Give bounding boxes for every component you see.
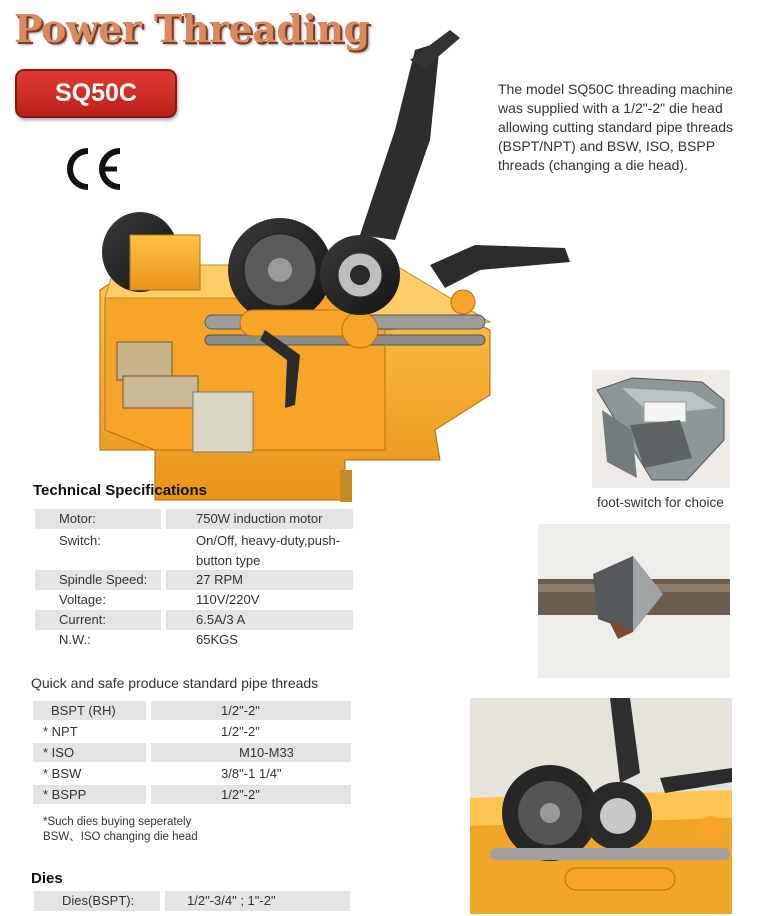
dies-value: 1/2"-3/4" ; 1"-2" xyxy=(165,891,350,911)
thread-row xyxy=(33,764,351,783)
spec-value: 27 RPM xyxy=(166,570,353,590)
threads-heading: Quick and safe produce standard pipe threads xyxy=(31,675,319,691)
thread-row xyxy=(33,743,351,762)
thread-label: * BSPP xyxy=(33,785,146,804)
spec-value: 750W induction motor xyxy=(166,509,353,529)
spec-row xyxy=(35,630,353,650)
page-title: Power Threading xyxy=(14,6,370,51)
spec-row xyxy=(35,509,353,529)
thread-row xyxy=(33,722,351,741)
spec-label: Voltage: xyxy=(59,592,106,607)
dies-heading: Dies xyxy=(31,870,63,887)
thread-value: 1/2"-2" xyxy=(221,724,260,739)
foot-switch-caption: foot-switch for choice xyxy=(597,495,724,510)
threading-machine-illustration xyxy=(95,30,585,515)
thread-row xyxy=(33,701,351,720)
intro-description: The model SQ50C threading machine was supplied with a 1/2"-2" die head allowing cutting standard pipe threads (BSPT/NPT) and BSW, ISO, BSPP threads (changing a die head). xyxy=(498,81,734,173)
spec-label: Current: xyxy=(35,610,161,630)
machine-closeup-photo xyxy=(470,698,732,914)
spec-row xyxy=(35,610,353,630)
thread-label: * BSW xyxy=(43,766,82,781)
thread-label: BSPT (RH) xyxy=(33,701,146,720)
spec-value: 65KGS xyxy=(196,632,238,647)
footnote-line: BSW、ISO changing die head xyxy=(43,831,198,843)
reamer-photo xyxy=(538,524,730,678)
spec-label: Motor: xyxy=(35,509,161,529)
thread-label: * ISO xyxy=(33,743,146,762)
spec-label: N.W.: xyxy=(59,632,91,647)
dies-row xyxy=(34,891,350,911)
spec-value: 6.5A/3 A xyxy=(166,610,353,630)
spec-row xyxy=(35,570,353,590)
spec-label: Spindle Speed: xyxy=(35,570,161,590)
footnote-line: *Such dies buying seperately xyxy=(43,816,192,828)
dies-label: Dies(BSPT): xyxy=(34,891,160,911)
thread-row xyxy=(33,785,351,804)
spec-value: 110V/220V xyxy=(196,592,260,607)
specs-heading: Technical Specifications xyxy=(33,482,207,499)
thread-value: 1/2"-2" xyxy=(151,701,351,720)
spec-row xyxy=(35,590,353,610)
thread-value: M10-M33 xyxy=(151,743,351,762)
thread-label: * NPT xyxy=(43,724,78,739)
model-badge: SQ50C xyxy=(15,69,177,118)
spec-row xyxy=(35,531,353,571)
spec-label: Switch: xyxy=(59,533,101,548)
spec-value: On/Off, heavy-duty,push-button type xyxy=(196,533,341,568)
thread-value: 1/2"-2" xyxy=(151,785,351,804)
foot-switch-photo xyxy=(592,370,730,488)
thread-footnote xyxy=(43,815,323,845)
thread-value: 3/8"-1 1/4" xyxy=(221,766,282,781)
